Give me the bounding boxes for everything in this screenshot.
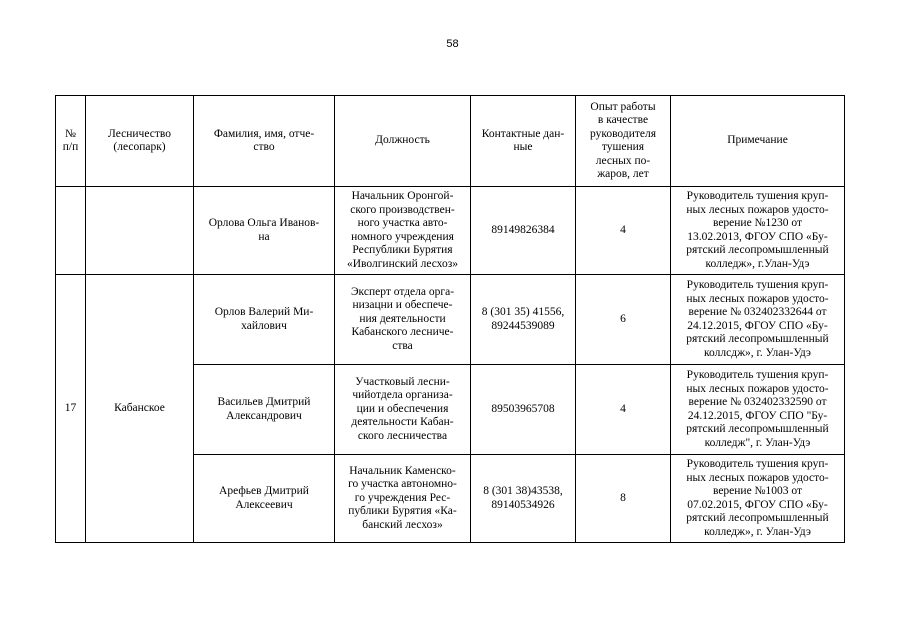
note-cell: Руководитель тушения круп- ных лесных пожаров удосто- верение № 032402332590 от 24.12.2015, ФГОУ СПО "Бу- рятский лесопромышленный колледж", г. Улан-Удэ	[671, 365, 845, 455]
note-cell: Руководитель тушения круп- ных лесных пожаров удосто- верение №1003 от 07.02.2015, ФГОУ СПО «Бу- рятский лесопромышленный колледж», г. Улан-Удэ	[671, 455, 845, 543]
experience-cell: 4	[576, 365, 671, 455]
name-cell: Орлова Ольга Иванов- на	[194, 187, 335, 275]
header-position: Должность	[335, 96, 471, 187]
name-cell: Орлов Валерий Ми- хайлович	[194, 275, 335, 365]
table-row	[56, 275, 845, 365]
position-cell: Начальник Оронгой- ского производствен- ного участка авто- номного учреждения Республики Бурятия «Иволгинский лесхоз»	[335, 187, 471, 275]
note-cell: Руководитель тушения круп- ных лесных пожаров удосто- верение № 032402332644 от 24.12.2015, ФГОУ СПО «Бу- рятский лесопромышленный коллсдж», г. Улан-Удэ	[671, 275, 845, 365]
num-cell: 17	[56, 275, 86, 543]
header-contacts: Контактные дан- ные	[471, 96, 576, 187]
forest-fire-managers-table	[55, 95, 845, 543]
table-row	[56, 187, 845, 275]
experience-cell: 8	[576, 455, 671, 543]
forestry-cell	[86, 187, 194, 275]
header-name: Фамилия, имя, отче- ство	[194, 96, 335, 187]
header-forestry: Лесничество (лесопарк)	[86, 96, 194, 187]
page-number: 58	[446, 38, 459, 50]
num-cell	[56, 187, 86, 275]
name-cell: Васильев Дмитрий Александрович	[194, 365, 335, 455]
name-cell: Арефьев Дмитрий Алексеевич	[194, 455, 335, 543]
header-note: Примечание	[671, 96, 845, 187]
contacts-cell: 89503965708	[471, 365, 576, 455]
header-num: № п/п	[56, 96, 86, 187]
header-experience: Опыт работы в качестве руководителя тушения лесных по- жаров, лет	[576, 96, 671, 187]
experience-cell: 6	[576, 275, 671, 365]
position-cell: Участковый лесни- чийотдела организа- ции и обеспечения деятельности Кабан- ского лесничества	[335, 365, 471, 455]
position-cell: Эксперт отдела орга- низацни и обеспече- ния деятельности Кабанского лесниче- ства	[335, 275, 471, 365]
note-cell: Руководитель тушения круп- ных лесных пожаров удосто- верение №1230 от 13.02.2013, ФГОУ СПО «Бу- рятский лесопромышленный колледж», г.Улан-Удэ	[671, 187, 845, 275]
position-cell: Начальник Каменско- го участка автономно- го учреждения Рес- публики Бурятия «Ка- банский лесхоз»	[335, 455, 471, 543]
table-header-row	[56, 96, 845, 187]
experience-cell: 4	[576, 187, 671, 275]
forestry-cell: Кабанское	[86, 275, 194, 543]
contacts-cell: 89149826384	[471, 187, 576, 275]
contacts-cell: 8 (301 38)43538, 89140534926	[471, 455, 576, 543]
contacts-cell: 8 (301 35) 41556, 89244539089	[471, 275, 576, 365]
